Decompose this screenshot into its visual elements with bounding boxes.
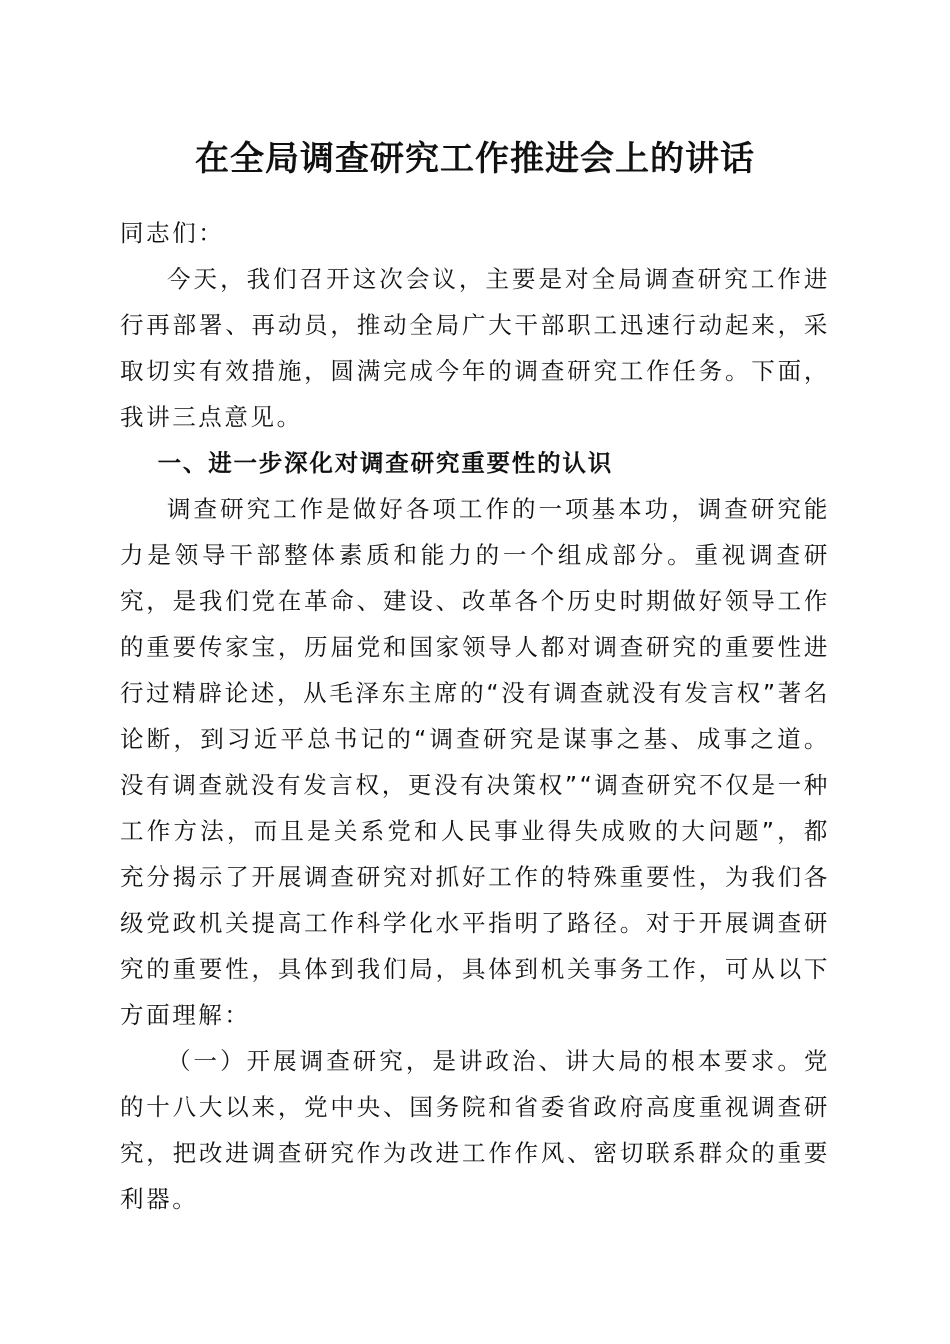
intro-paragraph: 今天，我们召开这次会议，主要是对全局调查研究工作进行再部署、再动员，推动全局广大干部职工迅速行动起来，采取切实有效措施，圆满完成今年的调查研究工作任务。下面，我讲三点意见。: [120, 265, 830, 431]
subsection-1-paragraph: [120, 1038, 830, 1222]
document-body: [120, 210, 830, 1222]
section-1-paragraph: 调查研究工作是做好各项工作的一项基本功，调查研究能力是领导干部整体素质和能力的一个组成部分。重视调查研究，是我们党在革命、建设、改革各个历史时期做好领导工作的重要传家宝，历届党和国家领导人都对调查研究的重要性进行过精辟论述，从毛泽东主席的“没有调查就没有发言权”著名论断，到习近平总书记的“调查研究是谋事之基、成事之道。没有调查就没有发言权，更没有决策权”“调查研究不仅是一种工作方法，而且是关系党和人民事业得失成败的大问题”，都充分揭示了开展调查研究对抓好工作的特殊重要性，为我们各级党政机关提高工作科学化水平指明了路径。对于开展调查研究的重要性，具体到我们局，具体到机关事务工作，可从以下方面理解：: [120, 495, 830, 1029]
subsection-1-text: 党的十八大以来，党中央、国务院和省委省政府高度重视调查研究，把改进调查研究作为改进工作作风、密切联系群众的重要利器。: [120, 1047, 830, 1213]
section-heading-1: 一、进一步深化对调查研究重要性的认识: [157, 449, 613, 477]
salutation: 同志们：: [120, 219, 225, 247]
document-title: 在全局调查研究工作推进会上的讲话: [195, 139, 755, 179]
subsection-1-lead: （一）开展调查研究，是讲政治、讲大局的根本要求。: [167, 1047, 804, 1075]
